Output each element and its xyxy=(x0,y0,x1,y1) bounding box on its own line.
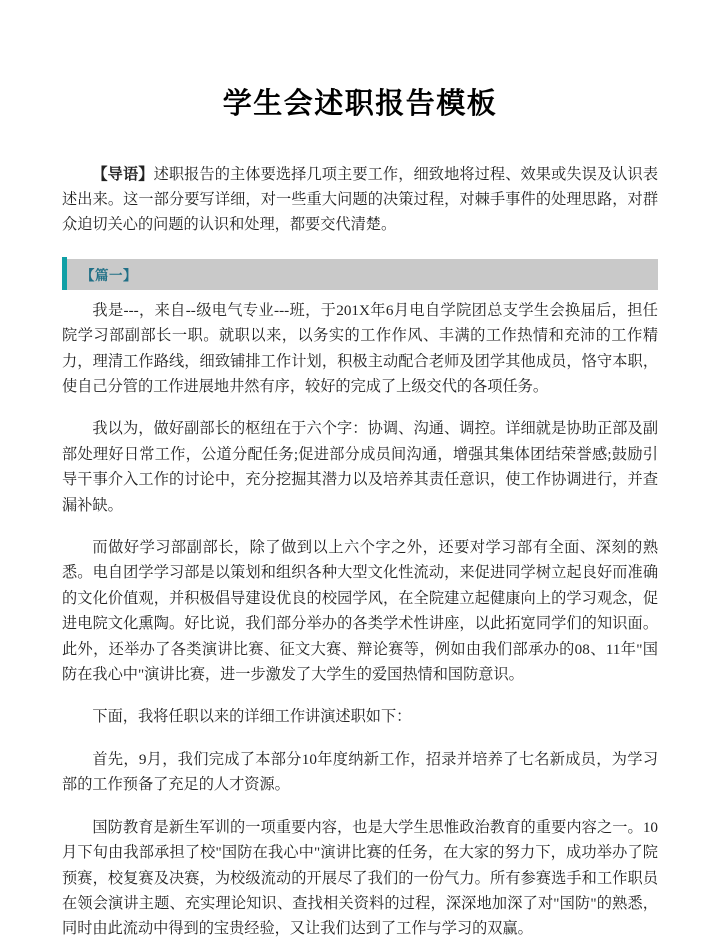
section-accent-bar xyxy=(62,257,67,290)
body-paragraph: 国防教育是新生军训的一项重要内容，也是大学生思惟政治教育的重要内容之一。10月下旬由我部承担了校"国防在我心中"演讲比赛的任务，在大家的努力下，成功举办了院预赛，校复赛及决赛，为校级流动的开展尽了我们的一份气力。所有参赛选手和工作职员在领会演讲主题、充实理论知识、查找相关资料的过程，深深地加深了对"国防"的熟悉，同时由此流动中得到的宝贵经验，又让我们达到了工作与学习的双赢。 xyxy=(62,818,658,938)
intro-text: 述职报告的主体要选择几项主要工作，细致地将过程、效果或失误及认识表述出来。这一部分要写详细，对一些重大问题的决策过程，对棘手事件的处理思路，对群众迫切关心的问题的认识和处理，都要交代清楚。 xyxy=(62,165,659,233)
body-paragraph: 而做好学习部副部长，除了做到以上六个字之外，还要对学习部有全面、深刻的熟悉。电自团学学习部是以策划和组织各种大型文化性流动，来促进同学树立起良好而准确的文化价值观，并积极倡导建设优良的校园学风，在全院建立起健康向上的学习观念，促进电院文化熏陶。好比说，我们部分举办的各类学术性讲座，以此拓宽同学们的知识面。此外，还举办了各类演讲比赛、征文大赛、辩论赛等，例如由我们部承办的08、11年"国防在我心中"演讲比赛，进一步激发了大学生的爱国热情和国防意识。 xyxy=(62,539,658,684)
page-title: 学生会述职报告模板 xyxy=(222,86,498,120)
body-paragraph: 我以为，做好副部长的枢纽在于六个字：协调、沟通、调控。详细就是协助正部及副部处理好日常工作，公道分配任务;促进部分成员间沟通，增强其集体团结荣誉感;鼓励引导干事介入工作的讨论中，充分挖掘其潜力以及培养其责任意识，使工作协调进行，并查漏补缺。 xyxy=(62,420,658,514)
body-paragraph: 下面，我将任职以来的详细工作讲演述职如下： xyxy=(92,708,412,726)
body-paragraph-list xyxy=(62,298,658,942)
section-header-bar xyxy=(62,259,658,290)
document-body xyxy=(0,162,720,942)
body-paragraph: 首先，9月，我们完成了本部分10年度纳新工作，招录并培养了七名新成员，为学习部的工作预备了充足的人才资源。 xyxy=(62,750,658,794)
body-paragraph: 我是---，来自--级电气专业---班，于201X年6月电自学院团总支学生会换届后，担任院学习部副部长一职。就职以来，以务实的工作作风、丰满的工作热情和充沛的工作精力，理清工作路线，细致铺排工作计划，积极主动配合老师及团学其他成员，恪守本职，使自己分管的工作进展地井然有序，较好的完成了上级交代的各项任务。 xyxy=(62,301,658,396)
intro-lead-label: 【导语】 xyxy=(92,164,154,183)
intro-paragraph xyxy=(62,162,658,237)
section-header-label: 【篇一】 xyxy=(81,268,137,285)
